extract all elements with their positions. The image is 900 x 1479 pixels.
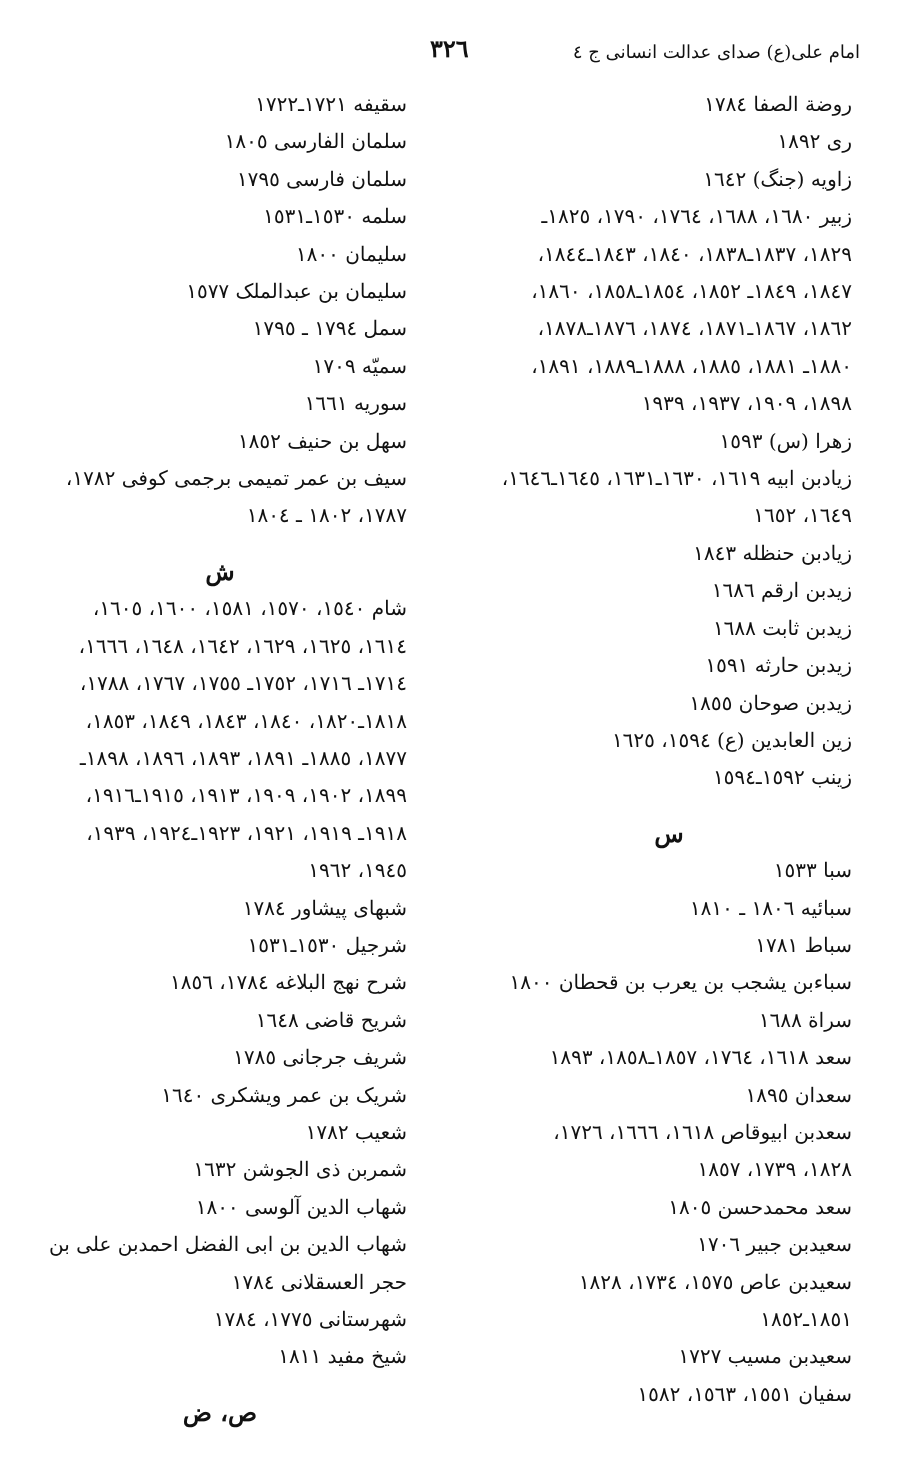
index-entry: ١٨٧٧، ١٨٨٥ـ ١٨٩١، ١٨٩٣، ١٨٩٦، ١٨٩٨ـ — [79, 745, 407, 770]
index-entry: زین العابدین (ع) ١٥٩٤، ١٦٢٥ — [611, 727, 852, 752]
index-entry: سباءبن یشجب بن یعرب بن قحطان ١٨٠٠ — [509, 970, 852, 995]
index-entry: ١٨٢٨، ١٧٣٩، ١٨٥٧ — [697, 1157, 852, 1182]
index-entry: سلمان فارسی ١٧٩٥ — [236, 166, 407, 191]
book-title: امام علی(ع) صدای عدالت انسانی ج ٤ — [572, 42, 860, 63]
index-entry: زیدبن حارثه ١٥٩١ — [705, 653, 852, 678]
index-entry: سلیمان ١٨٠٠ — [295, 241, 407, 266]
index-entry: حجر العسقلانی ١٧٨٤ — [231, 1269, 407, 1294]
index-entry: زیدبن صوحان ١٨٥٥ — [689, 690, 852, 715]
index-entry: ١٨٢٩، ١٨٣٧ـ١٨٣٨، ١٨٤٠، ١٨٤٣ـ١٨٤٤، — [537, 241, 852, 266]
entry-group-sin — [486, 852, 852, 1413]
page-header — [40, 34, 860, 74]
index-entry: ١٨١٨ـ١٨٢٠، ١٨٤٠، ١٨٤٣، ١٨٤٩، ١٨٥٣، — [85, 708, 407, 733]
index-entry: شمربن ذی الجوشن ١٦٣٢ — [193, 1157, 407, 1182]
index-entry: سفیان ١٥٥١، ١٥٦٣، ١٥٨٢ — [637, 1381, 852, 1406]
index-entry: سلمان الفارسی ١٨٠٥ — [224, 129, 407, 154]
section-letter-sad-zad: ص، ض — [182, 1397, 258, 1427]
index-entry: ١٩٤٥، ١٩٦٢ — [308, 858, 407, 883]
index-entry: زیادبن حنظله ١٨٤٣ — [693, 540, 852, 565]
index-entry: سقیفه ١٧٢١ـ١٧٢٢ — [255, 92, 407, 116]
index-entry: زیادبن ابیه ١٦١٩، ١٦٣٠ـ١٦٣١، ١٦٤٥ـ١٦٤٦، — [501, 466, 852, 491]
index-entry: سبا ١٥٣٣ — [773, 858, 852, 883]
entry-group-shin — [33, 590, 407, 1376]
index-entry: شریک بن عمر ویشکری ١٦٤٠ — [161, 1082, 407, 1107]
index-entry: شام ١٥٤٠، ١٥٧٠، ١٥٨١، ١٦٠٠، ١٦٠٥، — [92, 596, 407, 621]
index-entry: سراة ١٦٨٨ — [758, 1007, 852, 1032]
section-letter-sin: س — [654, 818, 684, 848]
entry-group-sin-continued — [33, 86, 407, 535]
index-entry: شهاب الدین بن ابی الفضل احمدبن علی بن — [49, 1232, 407, 1257]
index-entry: سعیدبن عاص ١٥٧٥، ١٧٣٤، ١٨٢٨ — [578, 1269, 852, 1294]
index-entry: زبیر ١٦٨٠، ١٦٨٨، ١٧٦٤، ١٧٩٠، ١٨٢٥ـ — [541, 204, 852, 229]
index-entry: سلیمان بن عبدالملک ١٥٧٧ — [186, 279, 407, 304]
index-entry: زیدبن ارقم ١٦٨٦ — [711, 578, 852, 603]
index-entry: سعد محمدحسن ١٨٠٥ — [668, 1194, 852, 1219]
index-entry: ١٨٦٢، ١٨٦٧ـ١٨٧١، ١٨٧٤، ١٨٧٦ـ١٨٧٨، — [537, 316, 852, 341]
section-letter-shin: ش — [205, 556, 235, 586]
index-entry: سباط ١٧٨١ — [755, 932, 852, 957]
index-entry: سوریه ١٦٦١ — [304, 391, 407, 416]
index-entry: شرجیل ١٥٣٠ـ١٥٣١ — [247, 932, 407, 957]
index-entry: شریف جرجانی ١٧٨٥ — [233, 1045, 407, 1070]
index-entry: زهرا (س) ١٥٩٣ — [719, 428, 852, 453]
index-entry: ری ١٨٩٢ — [777, 129, 852, 154]
index-entry: سعیدبن جبیر ١٧٠٦ — [697, 1232, 852, 1257]
index-entry: شیخ مفید ١٨١١ — [278, 1344, 407, 1369]
index-entry: سمیّه ١٧٠٩ — [312, 353, 407, 378]
index-entry: سعیدبن مسیب ١٧٢٧ — [678, 1344, 852, 1369]
index-entry: ١٨٩٨، ١٩٠٩، ١٩٣٧، ١٩٣٩ — [641, 391, 852, 416]
index-entry: شهرستانی ١٧٧٥، ١٧٨٤ — [213, 1307, 407, 1331]
index-entry: ١٧١٤ـ ١٧١٦، ١٧٥٢ـ ١٧٥٥، ١٧٦٧، ١٧٨٨، — [79, 671, 407, 696]
index-entry: ١٩١٨ـ ١٩١٩، ١٩٢١، ١٩٢٣ـ١٩٢٤، ١٩٣٩، — [86, 820, 407, 845]
index-entry: سعدان ١٨٩٥ — [745, 1082, 852, 1107]
index-entry: زاویه (جنگ) ١٦٤٢ — [703, 166, 852, 191]
index-entry: ١٦١٤، ١٦٢٥، ١٦٢٩، ١٦٤٢، ١٦٤٨، ١٦٦٦، — [78, 633, 407, 658]
index-entry: شهاب الدین آلوسی ١٨٠٠ — [195, 1194, 407, 1219]
index-entry: شبهای پیشاور ١٧٨٤ — [242, 895, 407, 920]
index-entry: سعد ١٦١٨، ١٧٦٤، ١٨٥٧ـ١٨٥٨، ١٨٩٣ — [549, 1045, 852, 1070]
index-entry: شعیب ١٧٨٢ — [305, 1119, 407, 1144]
page-number: ٣٢٦ — [430, 34, 469, 63]
index-entry: زینب ١٥٩٢ـ١٥٩٤ — [712, 765, 852, 790]
index-entry: سلمه ١٥٣٠ـ١٥٣١ — [263, 204, 407, 229]
index-entry: ١٧٨٧، ١٨٠٢ ـ ١٨٠٤ — [246, 503, 407, 528]
index-entry: ١٦٤٩، ١٦٥٢ — [753, 503, 852, 528]
index-entry: ١٨٨٠ـ ١٨٨١، ١٨٨٥، ١٨٨٨ـ١٨٨٩، ١٨٩١، — [531, 353, 852, 378]
index-entry: سمل ١٧٩٤ ـ ١٧٩٥ — [252, 316, 407, 341]
index-entry: ١٨٤٧، ١٨٤٩ـ ١٨٥٢، ١٨٥٤ـ١٨٥٨، ١٨٦٠، — [531, 279, 852, 304]
index-entry: سبائیه ١٨٠٦ ـ ١٨١٠ — [689, 895, 852, 920]
index-entry: سعدبن ابیوقاص ١٦١٨، ١٦٦٦، ١٧٢٦، — [553, 1119, 852, 1144]
index-entry: روضة الصفا ١٧٨٤ — [704, 92, 852, 116]
index-entry: سهل بن حنیف ١٨٥٢ — [237, 428, 407, 453]
index-entry: شریح قاضی ١٦٤٨ — [255, 1007, 407, 1032]
index-entry: شرح نهج البلاغه ١٧٨٤، ١٨٥٦ — [169, 970, 407, 995]
index-column-left — [33, 86, 407, 1431]
index-column-right — [486, 86, 852, 1413]
index-entry: سیف بن عمر تمیمی برجمی کوفی ١٧٨٢، — [65, 466, 407, 491]
entry-group-za — [486, 86, 852, 797]
index-entry: ١٨٩٩، ١٩٠٢، ١٩٠٩، ١٩١٣، ١٩١٥ـ١٩١٦، — [85, 783, 407, 808]
index-entry: زیدبن ثابت ١٦٨٨ — [712, 615, 852, 640]
index-entry: ١٨٥١ـ١٨٥٢ — [760, 1307, 852, 1331]
